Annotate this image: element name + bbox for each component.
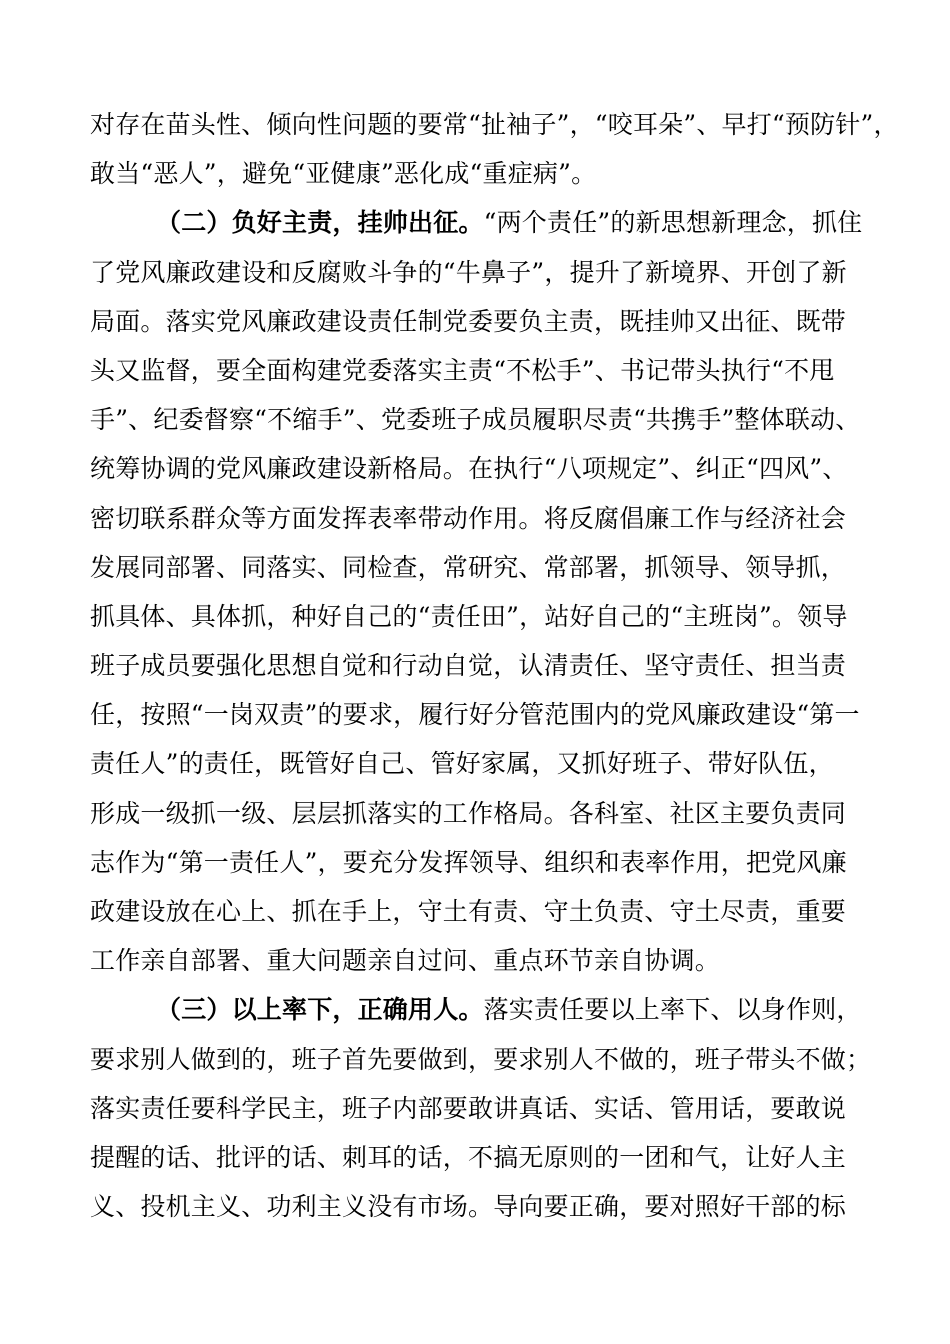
text-run: “两个责任”的新思想新理念，抓住: [483, 208, 863, 238]
text-line: 统筹协调的党风廉政建设新格局。在执行“八项规定”、纠正“四风”、: [90, 454, 848, 484]
text-line: 发展同部署、同落实、同检查，常研究、常部署，抓领导、领导抓，: [90, 552, 847, 582]
text-line: 局面。落实党风廉政建设责任制党委要负主责，既挂帅又出征、既带: [90, 306, 847, 336]
text-line: 要求别人做到的，班子首先要做到，要求别人不做的，班子带头不做；: [90, 1044, 872, 1074]
section-heading: （二）负好主责，挂帅出征。: [156, 208, 484, 238]
text-run: 落实责任要以上率下、以身作则，: [483, 995, 862, 1025]
text-line: 志作为“第一责任人”，要充分发挥领导、组织和表率作用，把党风廉: [90, 847, 847, 877]
paragraph-continuation: [90, 100, 899, 198]
text-line: [90, 198, 880, 247]
text-line: 了党风廉政建设和反腐败斗争的“牛鼻子”，提升了新境界、开创了新: [90, 257, 847, 287]
document-page: [90, 100, 899, 1231]
text-line: 提醒的话、批评的话、刺耳的话，不搞无原则的一团和气，让好人主: [90, 1142, 847, 1172]
text-line: 形成一级抓一级、层层抓落实的工作格局。各科室、社区主要负责同: [90, 798, 847, 828]
paragraph-section-2: [90, 198, 880, 985]
text-line: 义、投机主义、功利主义没有市场。导向要正确，要对照好干部的标: [90, 1192, 847, 1222]
text-line: 责任人”的责任，既管好自己、管好家属，又抓好班子、带好队伍，: [90, 749, 834, 779]
paragraph-section-3: [90, 985, 880, 1231]
text-line: 头又监督，要全面构建党委落实主责“不松手”、书记带头执行“不甩: [90, 355, 835, 385]
text-line: 手”、纪委督察“不缩手”、党委班子成员履职尽责“共携手”整体联动、: [90, 405, 861, 435]
text-line: 工作亲自部署、重大问题亲自过问、重点环节亲自协调。: [90, 946, 721, 976]
text-line: 对存在苗头性、倾向性问题的要常“扯袖子”，“咬耳朵”、早打“预防针”，: [90, 110, 899, 139]
text-line: 密切联系群众等方面发挥表率带动作用。将反腐倡廉工作与经济社会: [90, 503, 847, 533]
text-line: 落实责任要科学民主，班子内部要敢讲真话、实话、管用话，要敢说: [90, 1093, 847, 1123]
text-line: 敢当“恶人”，避免“亚健康”恶化成“重症病”。: [90, 159, 597, 189]
text-line: 抓具体、具体抓，种好自己的“责任田”，站好自己的“主班岗”。领导: [90, 601, 848, 631]
section-heading: （三）以上率下，正确用人。: [156, 995, 484, 1025]
text-line: [90, 985, 880, 1034]
text-line: 政建设放在心上、抓在手上，守土有责、守土负责、守土尽责，重要: [90, 897, 847, 926]
text-line: 任，按照“一岗双责”的要求，履行好分管范围内的党风廉政建设“第一: [90, 700, 860, 730]
text-line: 班子成员要强化思想自觉和行动自觉，认清责任、坚守责任、担当责: [90, 651, 847, 681]
